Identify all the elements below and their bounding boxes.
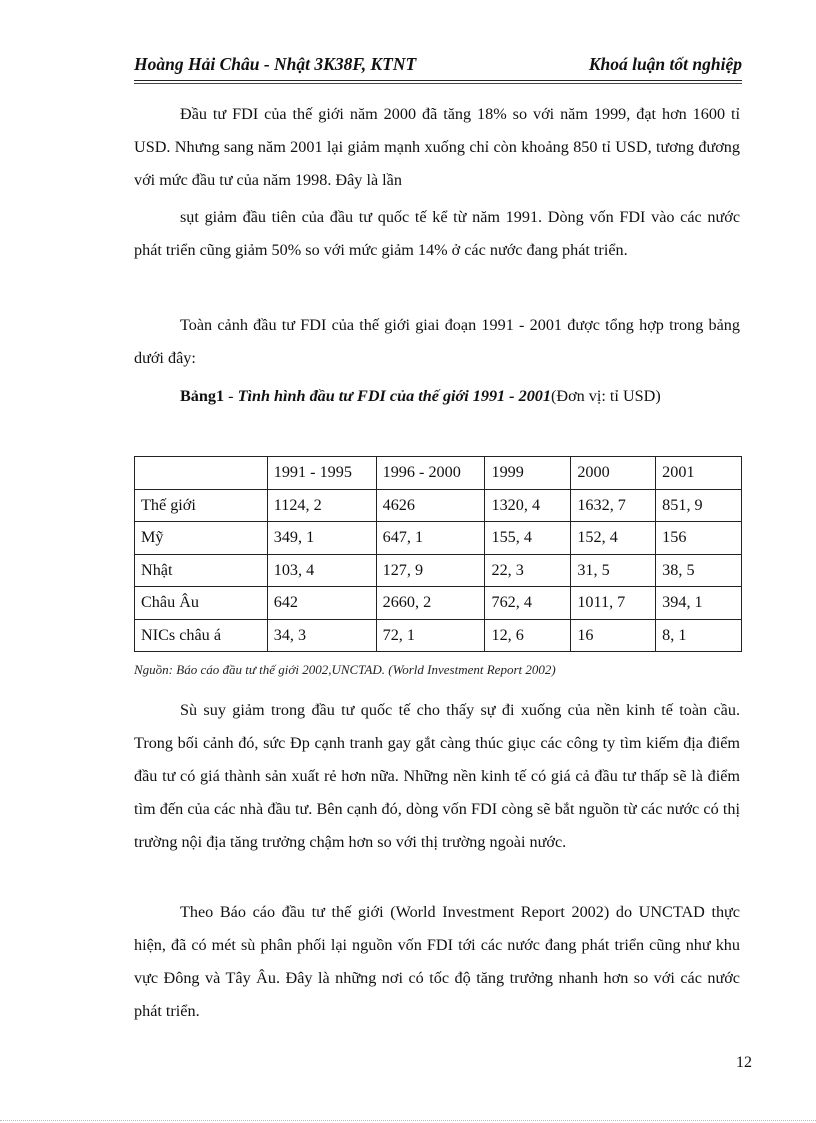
table-row — [135, 587, 742, 620]
paragraph-3: Toàn cảnh đầu tư FDI của thế giới giai đoạn 1991 - 2001 được tổng hợp trong bảng dưới đây: — [134, 316, 740, 367]
table-cell: 4626 — [376, 489, 485, 522]
table-cell: 1632, 7 — [571, 489, 656, 522]
caption-title: Tình hình đầu tư FDI của thế giới 1991 - 2001 — [237, 387, 551, 405]
table-cell: 152, 4 — [571, 522, 656, 555]
table-cell: 12, 6 — [485, 619, 571, 652]
paragraph-1: Đầu tư FDI của thế giới năm 2000 đã tăng 18% so với năm 1999, đạt hơn 1600 tỉ USD. Nhưng sang năm 2001 lại giảm mạnh xuống chỉ còn khoảng 850 tỉ USD, tương đương với mức đầu tư của năm 1998. Đây là lần — [134, 105, 740, 189]
table-header-cell: 1999 — [485, 457, 571, 490]
table-row — [135, 619, 742, 652]
table-header-cell: 1996 - 2000 — [376, 457, 485, 490]
table-header-cell: 2000 — [571, 457, 656, 490]
header-divider — [134, 80, 742, 81]
table-cell: 394, 1 — [656, 587, 742, 620]
table-cell: Châu Âu — [135, 587, 268, 620]
table-cell: 647, 1 — [376, 522, 485, 555]
table-header-cell — [135, 457, 268, 490]
table-cell: Nhật — [135, 554, 268, 587]
paragraph-2: sụt giảm đầu tiên của đầu tư quốc tế kể từ năm 1991. Dòng vốn FDI vào các nước phát triển cũng giảm 50% so với mức giảm 14% ở các nước đang phát triển. — [134, 208, 740, 259]
header-author: Hoàng Hải Châu - Nhật 3K38F, KTNT — [134, 54, 417, 74]
table-cell: 8, 1 — [656, 619, 742, 652]
table-header-row — [135, 457, 742, 490]
table-row — [135, 489, 742, 522]
table-cell: 642 — [267, 587, 376, 620]
table-cell: 127, 9 — [376, 554, 485, 587]
table-cell: 762, 4 — [485, 587, 571, 620]
table-row — [135, 554, 742, 587]
header-divider-thin — [134, 83, 742, 84]
table-cell: NICs châu á — [135, 619, 268, 652]
table-header-cell: 2001 — [656, 457, 742, 490]
table-header-cell: 1991 - 1995 — [267, 457, 376, 490]
table-cell: 72, 1 — [376, 619, 485, 652]
table-cell: 31, 5 — [571, 554, 656, 587]
table-cell: 349, 1 — [267, 522, 376, 555]
table-cell: 34, 3 — [267, 619, 376, 652]
table-cell: 156 — [656, 522, 742, 555]
table-cell: 103, 4 — [267, 554, 376, 587]
fdi-table — [134, 456, 742, 652]
page-footer-border — [0, 1120, 816, 1121]
table-cell: 16 — [571, 619, 656, 652]
page-header — [134, 54, 742, 75]
header-doc-type: Khoá luận tốt nghiệp — [588, 54, 742, 74]
table-row — [135, 522, 742, 555]
paragraph-4: Sù suy giảm trong đầu tư quốc tế cho thấy sự đi xuống của nền kinh tế toàn cầu. Trong bối cảnh đó, sức Ðp cạnh tranh gay gắt càng thúc giục các công ty tìm kiếm địa điểm đầu tư có giá thành sản xuất rẻ hơn nữa. Những nền kinh tế có giá cả đầu tư thấp sẽ là điểm tìm đến của các nhà đầu tư. Bên cạnh đó, dòng vốn FDI còng sẽ bắt nguồn từ các nước có thị trường nội địa tăng trưởng chậm hơn so với thị trường ngoài nước. — [134, 701, 740, 851]
table-cell: Mỹ — [135, 522, 268, 555]
table-source: Nguồn: Báo cáo đầu tư thế giới 2002,UNCTAD. (World Investment Report 2002) — [134, 662, 556, 677]
table-caption: Bảng1 - Tình hình đầu tư FDI của thế giới 1991 - 2001(Đơn vị: tỉ USD) — [180, 387, 661, 405]
table-cell: 2660, 2 — [376, 587, 485, 620]
table-cell: 1320, 4 — [485, 489, 571, 522]
page-number: 12 — [736, 1054, 752, 1071]
table-cell: 155, 4 — [485, 522, 571, 555]
table-cell: 38, 5 — [656, 554, 742, 587]
table-cell: 851, 9 — [656, 489, 742, 522]
table-cell: 22, 3 — [485, 554, 571, 587]
table-cell: 1011, 7 — [571, 587, 656, 620]
table-cell: 1124, 2 — [267, 489, 376, 522]
table-cell: Thế giới — [135, 489, 268, 522]
caption-unit: (Đơn vị: tỉ USD) — [551, 387, 661, 405]
caption-label: Bảng1 — [180, 387, 225, 405]
paragraph-5: Theo Báo cáo đầu tư thế giới (World Investment Report 2002) do UNCTAD thực hiện, đã có mét sù phân phối lại nguồn vốn FDI tới các nước đang phát triển cũng như khu vực Đông và Tây Âu. Đây là những nơi có tốc độ tăng trưởng nhanh hơn so với các nước phát triển. — [134, 903, 740, 1020]
